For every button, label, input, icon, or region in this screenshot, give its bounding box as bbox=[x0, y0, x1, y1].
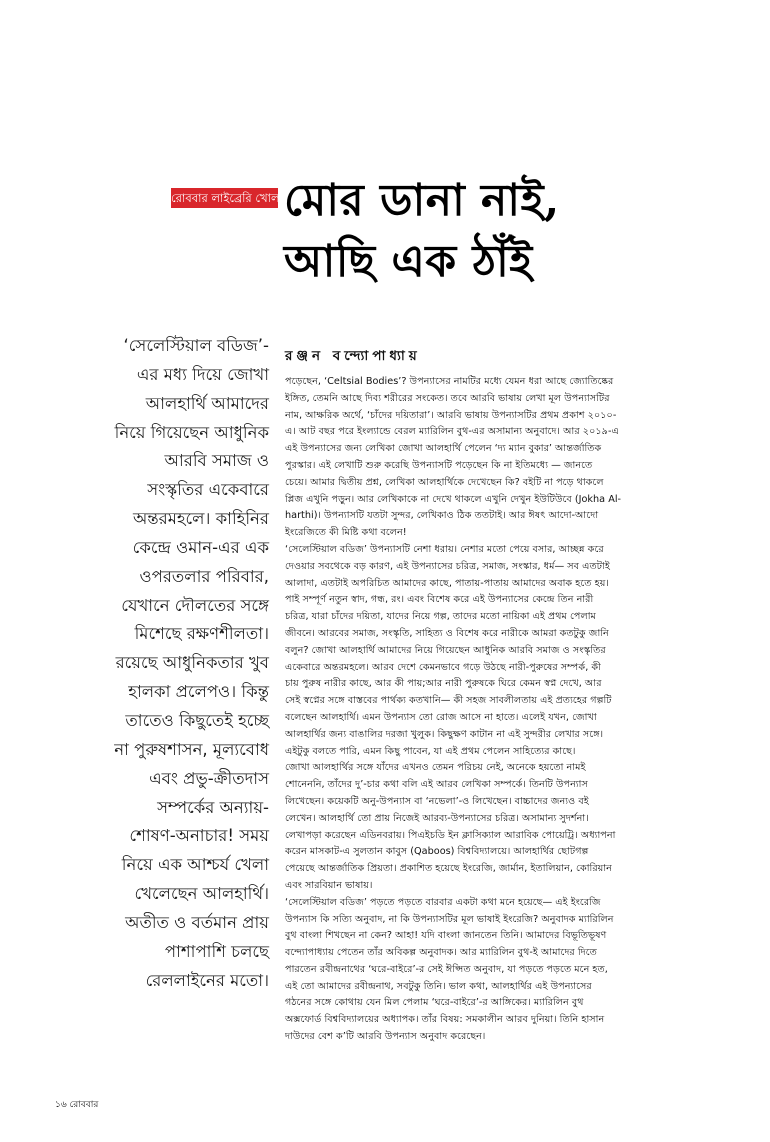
body-line: পড়েছেন, ‘Celtsial Bodies’? উপন্যাসের নামটির মধ্যে যেমন ধরা আছে জ্যোতিষ্কের bbox=[285, 376, 614, 387]
body-line: অক্সফোর্ড বিশ্ববিদ্যালয়ের অধ্যাপক। তাঁর বিষয়: সমকালীন আরব দুনিয়া। তিনি হাসান bbox=[285, 1014, 605, 1026]
body-line: লেখাপড়া করেছেন এডিনবরায়। পিএইচডি ইন ক্লাসিক্যাল আরাবিক পোয়েট্রি। অধ্যাপনা bbox=[285, 829, 616, 841]
body-line: পারতেন রবীন্দ্রনাথের ‘ঘরে-বাইরে’-র সেই ঈপ্সিত অনুবাদ, যা পড়তে পড়তে মনে হত, bbox=[285, 963, 608, 975]
headline-line-2: আছি এক ঠাঁই bbox=[284, 236, 533, 287]
body-line: নাম, আক্ষরিক অর্থে, ‘চাঁদের দয়িতারা’। আরবি ভাষায় উপন্যাসটির প্রথম প্রকাশ ২০১০- bbox=[285, 409, 617, 421]
body-line: ইঙ্গিত, তেমনি আছে দিব্য শরীরের সংকেত। তবে আরবি ভাষায় লেখা মূল উপন্যাসটির bbox=[285, 392, 610, 404]
body-line: এই উপন্যাসের জন্য লেখিকা জোখা আলহার্থি পেলেন ‘দ্য ম্যান বুকার’ আন্তর্জাতিক bbox=[285, 443, 602, 455]
body-line: করেন মাসকাট-এ সুলতান কাবুস (Qaboos) বিশ্ববিদ্যালয়ে। আলহার্থির ছোটগল্প bbox=[285, 846, 589, 858]
pull-quote-line: মিশেছে রক্ষণশীলতা। bbox=[134, 624, 269, 644]
body-line: এই তো আমাদের রবীন্দ্রনাথ, সবটুকু তিনি। ভাল কথা, আলহার্থির এই উপন্যাসের bbox=[285, 980, 592, 992]
body-line: এ। আট বছর পরে ইংল্যান্ডে বেরল ম্যারিলিন বুথ-এর অসামান্য অনুবাদে। আর ২০১৯-এ bbox=[285, 426, 619, 438]
pull-quote-line: যেখানে দৌলতের সঙ্গে bbox=[121, 595, 269, 615]
article-body bbox=[285, 374, 742, 1046]
pull-quote-line: এবং প্রভু-ক্রীতদাস bbox=[149, 768, 269, 788]
pull-quote-line: সম্পর্কের অন্যায়- bbox=[157, 797, 269, 817]
byline: রঞ্জন বন্দ্যোপাধ্যায় bbox=[285, 348, 421, 364]
headline-line-1: মোর ডানা নাই, bbox=[284, 175, 560, 226]
body-line: পাই সম্পূর্ণ নতুন স্বাদ, গন্ধ, রং। এবং বিশেষ করে এই উপন্যাসের কেন্দ্রে তিন নারী bbox=[285, 594, 594, 606]
body-line: উপন্যাস কি সত্যি অনুবাদ, না কি উপন্যাসটির মূল ভাষাই ইংরেজি? অনুবাদক ম্যারিলিন bbox=[285, 913, 614, 925]
body-line: বন্দ্যোপাধ্যায় পেতেন তাঁর অবিকল্প অনুবাদক। আর ম্যারিলিন বুথ-ই আমাদের দিতে bbox=[285, 947, 597, 959]
body-line: ‘সেলেস্টিয়াল বডিজ’ উপন্যাসটি নেশা ধরায়। নেশার মতো পেয়ে বসার, আচ্ছন্ন করে bbox=[285, 543, 604, 555]
pull-quote-line: রেললাইনের মতো। bbox=[145, 970, 269, 990]
pull-quote-line: সংস্কৃতির একেবারে bbox=[147, 480, 269, 500]
body-line: গঠনের সঙ্গে কোথায় যেন মিল পেলাম ‘ঘরে-বাইরে’-র আঙ্গিকের। ম্যারিলিন বুথ bbox=[285, 997, 584, 1009]
pull-quote-line: অতীত ও বর্তমান প্রায় bbox=[125, 912, 269, 932]
body-line: শোনেননি, তাঁদের দু’-চার কথা বলি এই আরব লেখিকা সম্পর্কে। তিনটি উপন্যাস bbox=[285, 779, 588, 791]
pull-quote-line: রয়েছে আধুনিকতার খুব bbox=[115, 653, 269, 673]
pull-quote bbox=[55, 332, 269, 995]
body-line: বলেছেন আলহার্থি। এমন উপন্যাস তো রোজ আসে না হাতে। এলেই যখন, জোখা bbox=[285, 711, 597, 723]
pull-quote-line: শোষণ-অনাচার! সময় bbox=[129, 826, 269, 846]
pull-quote-line: নিয়ে এক আশ্চর্য খেলা bbox=[121, 855, 269, 875]
pull-quote-line: হালকা প্রলেপও। কিন্তু bbox=[128, 682, 269, 702]
pull-quote-line: অন্তরমহলে। কাহিনির bbox=[132, 509, 269, 529]
pull-quote-line: আরবি সমাজ ও bbox=[164, 451, 269, 471]
body-line: চরিত্র, যারা চাঁদের দয়িতা, যাদের নিয়ে গল্প, তাদের মতো নায়িকা এই প্রথম পেলাম bbox=[285, 611, 596, 623]
body-line: আলহার্থির জন্য বাঙালির দরজা খুলুক। কিছুক্ষণ কাটান না এই সুন্দরীর লেখার সঙ্গে। bbox=[285, 728, 604, 740]
body-line: জীবনে। আরবের সমাজ, সংস্কৃতি, সাহিত্য ও বিশেষ করে নারীকে আমরা কতটুকু জানি bbox=[285, 627, 609, 639]
body-line: চেয়ে। আমার দ্বিতীয় প্রশ্ন, লেখিকা আলহার্থিকে দেখেছেন কি? বইটি না পড়ে থাকলে bbox=[285, 476, 604, 488]
body-line: দাউদের বেশ ক’টি আরবি উপন্যাস অনুবাদ করেছেন। bbox=[285, 1031, 486, 1043]
body-line: সেই স্বপ্নের সঙ্গে বাস্তবের পার্থক্য কতখানি— কী সহজ সাবলীলতায় এই প্রত্যহের গল্পটি bbox=[285, 695, 612, 707]
body-line: দেওয়ার সবথেকে বড় কারণ, এই উপন্যাসের চরিত্র, সমাজ, সংস্কার, ধর্ম— সব এতটাই bbox=[285, 560, 610, 572]
pull-quote-line: ‘সেলেস্টিয়াল বডিজ’- bbox=[123, 336, 269, 355]
body-line: ইংরেজিতে কী মিষ্টি কথা বলেন! bbox=[285, 527, 407, 539]
body-line: পুরস্কার। এই লেখাটি শুরু করেছি উপন্যাসটি পড়েছেন কি না ইতিমধ্যে — জানতে bbox=[285, 459, 593, 471]
body-line: জোখা আলহার্থির সঙ্গে যাঁদের এখনও তেমন পরিচয় নেই, অনেকে হয়তো নামই bbox=[285, 762, 586, 774]
body-line: লিখেছেন। কয়েকটি অনু-উপন্যাস বা ‘নভেলা’-ও লিখেছেন। বাচ্চাদের জন্যও বই bbox=[285, 795, 589, 807]
pull-quote-line: আলহার্থি আমাদের bbox=[145, 393, 269, 413]
pull-quote-line: ওপরতলার পরিবার, bbox=[139, 566, 269, 586]
headline bbox=[284, 170, 744, 292]
pull-quote-line: খেলেছেন আলহার্থি। bbox=[134, 884, 269, 904]
body-line: প্লিজ এখুনি পড়ুন। আর লেখিকাকে না দেখে থাকলে এখুনি দেখুন ইউটিউবে (Jokha Al- bbox=[285, 493, 622, 505]
pull-quote-line: কেন্দ্রে ওমান-এর এক bbox=[132, 537, 269, 557]
body-line: চায় পুরুষ নারীর কাছে, আর কী পায়;আর নারী পুরুষকে ঘিরে কেমন স্বপ্ন দেখে, আর bbox=[285, 678, 602, 690]
pull-quote-line: এর মধ্য দিয়ে জোখা bbox=[136, 364, 269, 384]
body-line: ‘সেলেস্টিয়াল বডিজ’ পড়তে পড়তে বারবার একটা কথা মনে হয়েছে— এই ইংরেজি bbox=[285, 896, 601, 908]
page-folio: ১৬ রোববার bbox=[55, 1100, 99, 1110]
body-line: এইটুকু বলতে পারি, এমন কিছু পাবেন, যা এই প্রথম পেলেন সাহিত্যের কাছে। bbox=[285, 745, 576, 757]
body-line: একেবারে অন্তরমহলে। আরব দেশে কেমনভাবে গড়ে উঠছে নারী-পুরুষের সম্পর্ক, কী bbox=[285, 661, 601, 673]
pull-quote-line: তাতেও কিছুতেই হচ্ছে bbox=[125, 710, 269, 730]
body-line: বুথ বাংলা শিখছেন না কেন? আহা! যদি বাংলা জানতেন তিনি। আমাদের বিভূতিভূষণ bbox=[285, 930, 607, 942]
body-line: বলুন? জোখা আলহার্থি আমাদের নিয়ে গিয়েছেন আধুনিক আরবি সমাজ ও সংস্কৃতির bbox=[285, 644, 606, 656]
pull-quote-line: পাশাপাশি চলছে bbox=[164, 941, 269, 961]
body-line: লেখেন। আলহার্থি তো প্রায় নিজেই আরব্য-উপন্যাসের চরিত্র। অসামান্য সুদর্শনা। bbox=[285, 812, 589, 824]
body-line: আলাদা, এতটাই অপরিচিত আমাদের কাছে, পাতায়-পাতায় আমাদের অবাক হতে হয়। bbox=[285, 577, 609, 589]
section-tag: রোববার লাইব্রেরি খোলা bbox=[171, 188, 278, 208]
body-line: পেয়েছে আন্তর্জাতিক প্রিয়তা। প্রকাশিত হয়েছে ইংরেজি, জার্মান, ইতালিয়ান, কোরিয়ান bbox=[285, 863, 612, 875]
pull-quote-line: নিয়ে গিয়েছেন আধুনিক bbox=[114, 422, 269, 442]
body-line: harthi)। উপন্যাসটি যতটা সুন্দর, লেখিকাও ঠিক ততটাই। আর ঈষৎ আদো-আদো bbox=[285, 510, 599, 522]
body-line: এবং সারবিয়ান ভাষায়। bbox=[285, 879, 373, 891]
pull-quote-line: না পুরুষশাসন, মূল্যবোধ bbox=[114, 739, 269, 759]
